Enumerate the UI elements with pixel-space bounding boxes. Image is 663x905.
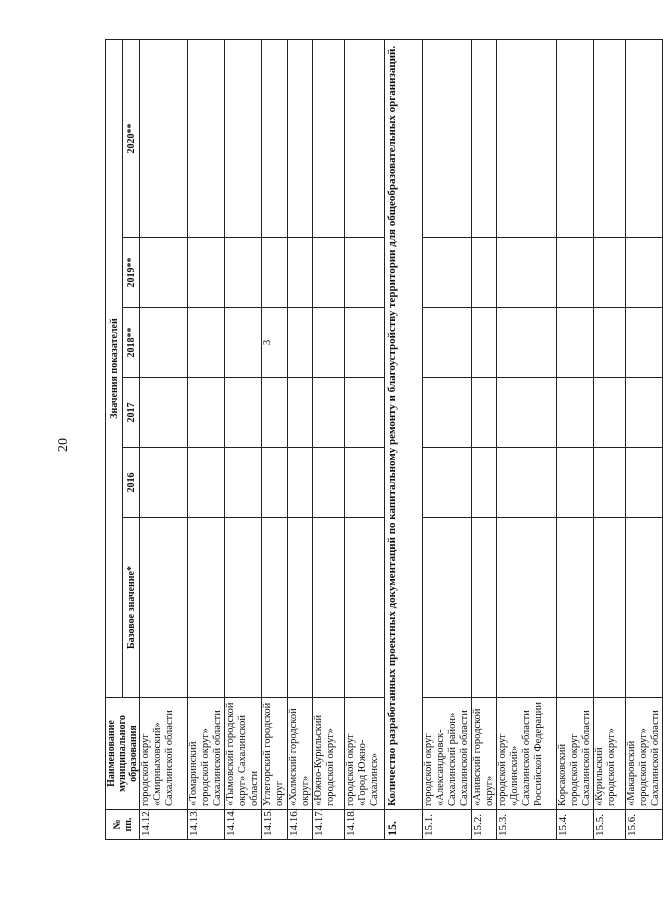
row-num: 14.16.: [287, 810, 312, 840]
table-row: [471, 39, 496, 839]
row-name: Корсаковский городской округ Сахалинской области: [557, 698, 594, 810]
row-base: [422, 518, 471, 698]
row-2018: [626, 308, 663, 378]
row-2017: [287, 378, 312, 448]
row-2019: [422, 238, 471, 308]
row-2017: [557, 378, 594, 448]
row-base: [557, 518, 594, 698]
row-base: [287, 518, 312, 698]
row-name: городской округ «Александровск-Сахалинский район» Сахалинской области: [422, 698, 471, 810]
row-2018: [557, 308, 594, 378]
row-2017: [344, 378, 384, 448]
row-2016: [497, 448, 557, 518]
row-2019: [188, 238, 225, 308]
row-2018: [140, 308, 188, 378]
row-base: [188, 518, 225, 698]
row-2020: [626, 39, 663, 237]
row-base: [626, 518, 663, 698]
row-base: [471, 518, 496, 698]
row-2020: [140, 39, 188, 237]
row-2019: [225, 238, 262, 308]
table-row: [557, 39, 594, 839]
row-2017: [471, 378, 496, 448]
row-2016: [344, 448, 384, 518]
table-row: [422, 39, 471, 839]
row-name: «Тымовский городской округ» Сахалинской области: [225, 698, 262, 810]
rotated-table-container: [105, 40, 662, 840]
row-2016: [140, 448, 188, 518]
row-2018: [225, 308, 262, 378]
row-2020: [344, 39, 384, 237]
row-num: 14.17.: [312, 810, 344, 840]
header-2016: 2016: [123, 448, 140, 518]
row-2016: [471, 448, 496, 518]
header-name: Наименование муниципального образования: [106, 698, 140, 810]
table-row: [344, 39, 384, 839]
row-base: [344, 518, 384, 698]
row-2017: [312, 378, 344, 448]
row-2019: [497, 238, 557, 308]
section-title: Количество разработанных проектных документаций по капитальному ремонту и благоустройству территории для общеобразовательных организаций.: [384, 39, 422, 809]
row-num: 14.18.: [344, 810, 384, 840]
row-2020: [225, 39, 262, 237]
table-row: [287, 39, 312, 839]
table-body: [140, 39, 663, 839]
row-name: городской округ «Долинский» Сахалинской области Российской Федерации: [497, 698, 557, 810]
row-num: 14.15.: [262, 810, 287, 840]
row-2016: [312, 448, 344, 518]
row-2018: [312, 308, 344, 378]
row-num: 15.3.: [497, 810, 557, 840]
row-2019: [626, 238, 663, 308]
row-2019: [344, 238, 384, 308]
table-row: [497, 39, 557, 839]
row-2016: [557, 448, 594, 518]
row-2016: [225, 448, 262, 518]
row-2016: [594, 448, 626, 518]
row-name: городской округ «Смирныховский» Сахалинской области: [140, 698, 188, 810]
section-num: 15.: [384, 810, 422, 840]
row-2020: [262, 39, 287, 237]
row-name: Углегорский городской округ: [262, 698, 287, 810]
row-2017: [140, 378, 188, 448]
row-num: 15.1.: [422, 810, 471, 840]
header-2020: 2020**: [123, 39, 140, 237]
row-2016: [262, 448, 287, 518]
indicators-table: [105, 39, 663, 840]
row-num: 14.14.: [225, 810, 262, 840]
row-2016: [422, 448, 471, 518]
table-header: [106, 39, 140, 839]
row-base: [497, 518, 557, 698]
row-name: «Макаровский городской округ» Сахалинской области: [626, 698, 663, 810]
row-2018: [422, 308, 471, 378]
row-2016: [188, 448, 225, 518]
row-2017: [497, 378, 557, 448]
row-num: 15.4.: [557, 810, 594, 840]
page-number: 20: [56, 438, 71, 452]
row-2017: [422, 378, 471, 448]
row-2017: [626, 378, 663, 448]
row-2018: [497, 308, 557, 378]
table-row: [262, 39, 287, 839]
header-2019: 2019**: [123, 238, 140, 308]
row-base: [262, 518, 287, 698]
row-2020: [312, 39, 344, 237]
row-2017: [594, 378, 626, 448]
row-2018: [188, 308, 225, 378]
row-2016: [287, 448, 312, 518]
row-2019: [262, 238, 287, 308]
header-base: Базовое значение*: [123, 518, 140, 698]
row-name: «Холмский городской округ»: [287, 698, 312, 810]
row-base: [312, 518, 344, 698]
row-name: «Южно-Курильский городской округ»: [312, 698, 344, 810]
table-row: [140, 39, 188, 839]
header-2017: 2017: [123, 378, 140, 448]
row-base: [225, 518, 262, 698]
row-2016: [626, 448, 663, 518]
table-row: [626, 39, 663, 839]
header-values-group: Значения показателей: [106, 39, 123, 697]
row-2018: [344, 308, 384, 378]
row-num: 15.5.: [594, 810, 626, 840]
row-num: 14.12.: [140, 810, 188, 840]
row-num: 15.2.: [471, 810, 496, 840]
row-2020: [497, 39, 557, 237]
header-2018: 2018**: [123, 308, 140, 378]
row-2017: [188, 378, 225, 448]
row-2019: [557, 238, 594, 308]
row-name: «Анивский городской округ»: [471, 698, 496, 810]
row-2020: [471, 39, 496, 237]
row-base: [594, 518, 626, 698]
table-row: [188, 39, 225, 839]
row-name: «Курильский городской округ»: [594, 698, 626, 810]
row-2018: 3: [262, 308, 287, 378]
row-2020: [594, 39, 626, 237]
row-2018: [471, 308, 496, 378]
table-row: [594, 39, 626, 839]
row-2018: [287, 308, 312, 378]
row-name: «Томаринский городской округ» Сахалинской области: [188, 698, 225, 810]
row-2019: [471, 238, 496, 308]
row-2020: [188, 39, 225, 237]
row-2019: [140, 238, 188, 308]
row-2020: [422, 39, 471, 237]
row-2019: [287, 238, 312, 308]
row-2019: [594, 238, 626, 308]
row-2018: [594, 308, 626, 378]
table-row: [312, 39, 344, 839]
row-2020: [287, 39, 312, 237]
row-num: 15.6.: [626, 810, 663, 840]
row-num: 14.13.: [188, 810, 225, 840]
row-2017: [225, 378, 262, 448]
row-2020: [557, 39, 594, 237]
row-name: городской округ «Город Южно-Сахалинск»: [344, 698, 384, 810]
table-row: [225, 39, 262, 839]
row-base: [140, 518, 188, 698]
section-row: [384, 39, 422, 839]
row-2017: [262, 378, 287, 448]
header-num: № пп.: [106, 810, 140, 840]
row-2019: [312, 238, 344, 308]
